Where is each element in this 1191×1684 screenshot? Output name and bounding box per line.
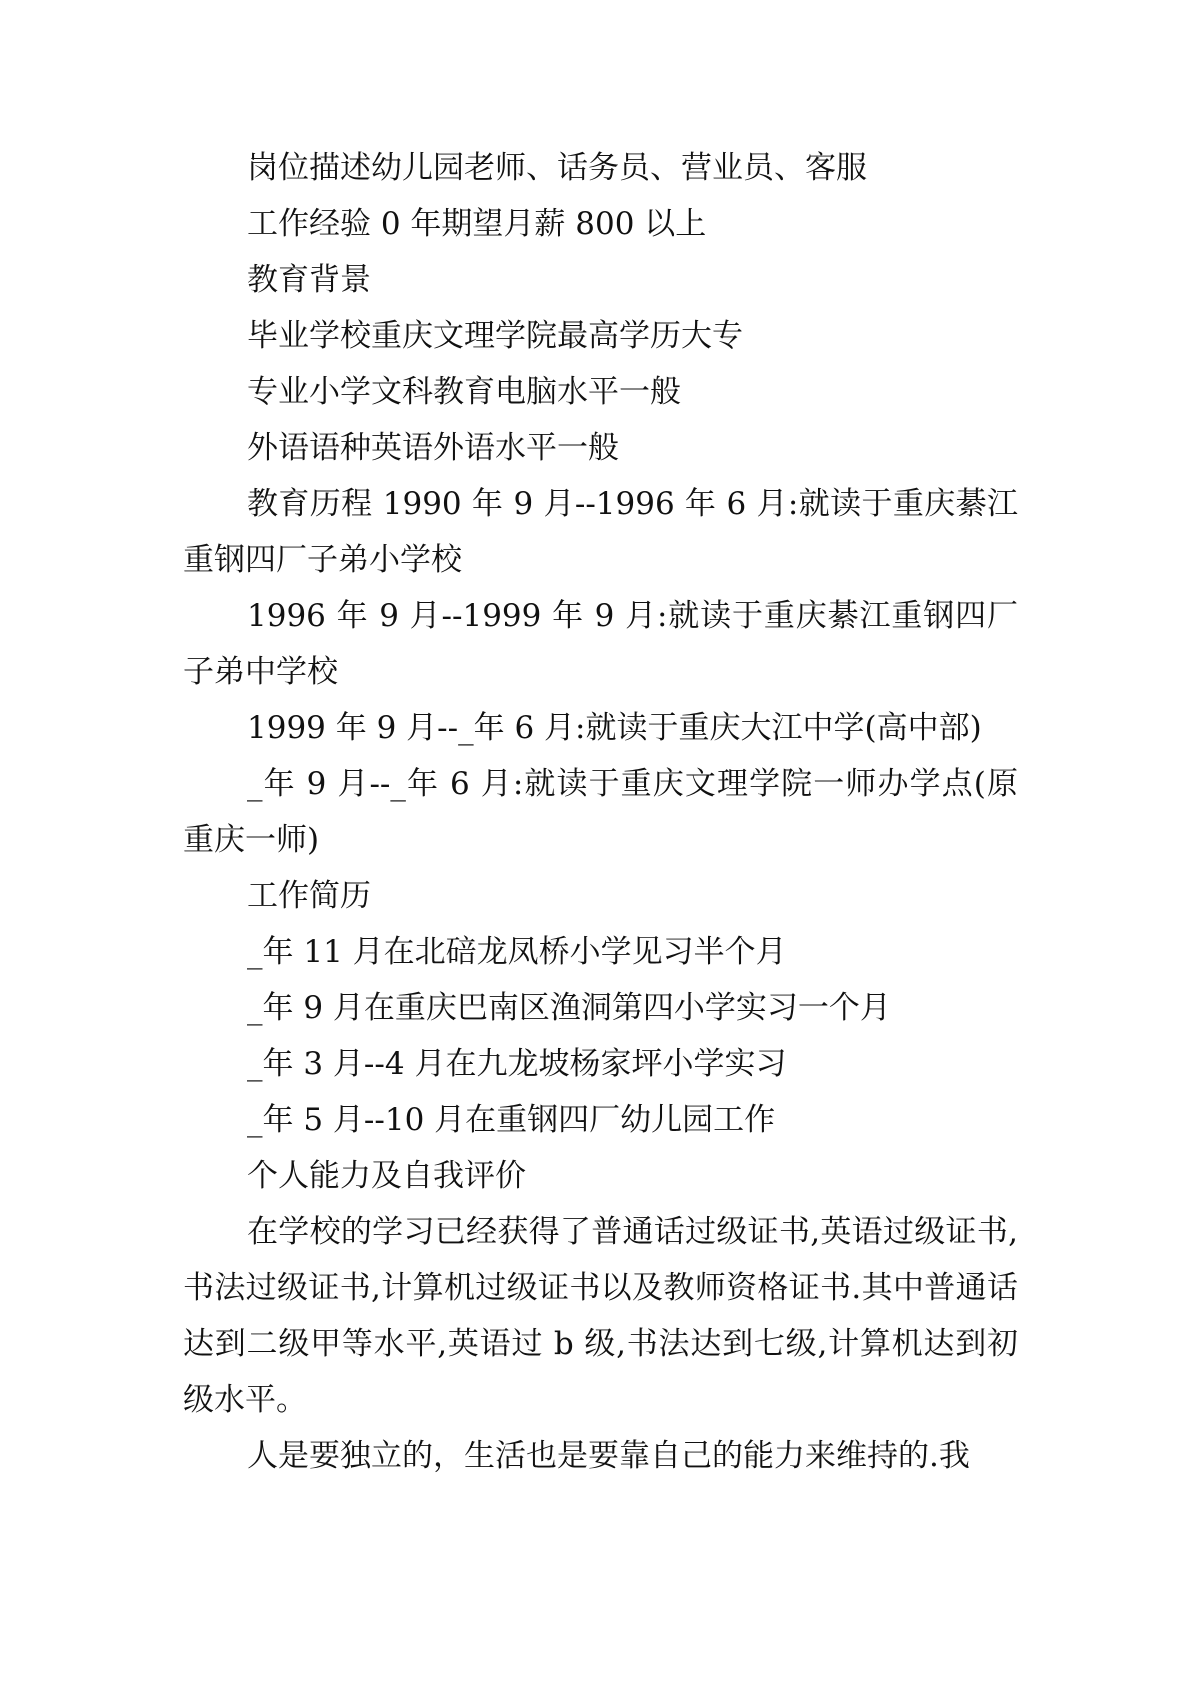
job-description-line: 岗位描述幼儿园老师、话务员、营业员、客服 (247, 150, 867, 186)
education-heading: 教育背景 (247, 262, 371, 298)
self-evaluation-heading: 个人能力及自我评价 (247, 1158, 526, 1194)
education-history-high: 1999 年 9 月--_年 6 月:就读于重庆大江中学(高中部) (247, 710, 982, 746)
work-history-item: _年 11 月在北碚龙凤桥小学见习半个月 (247, 934, 787, 970)
work-history-item: _年 3 月--4 月在九龙坡杨家坪小学实习 (247, 1046, 787, 1082)
major-computer-level-line: 专业小学文科教育电脑水平一般 (247, 374, 681, 410)
education-history-college: _年 9 月--_年 6 月:就读于重庆文理学院一师办学点(原重庆一师) (183, 766, 1018, 858)
work-history-item: _年 9 月在重庆巴南区渔洞第四小学实习一个月 (247, 990, 891, 1026)
independence-paragraph: 人是要独立的，生活也是要靠自己的能力来维持的.我 (247, 1438, 970, 1474)
education-history-primary: 教育历程 1990 年 9 月--1996 年 6 月:就读于重庆綦江重钢四厂子弟小学校 (183, 486, 1018, 578)
work-experience-salary-line: 工作经验 0 年期望月薪 800 以上 (247, 206, 707, 242)
certificates-paragraph: 在学校的学习已经获得了普通话过级证书,英语过级证书,书法过级证书,计算机过级证书以及教师资格证书.其中普通话达到二级甲等水平,英语过 b 级,书法达到七级,计算机达到初级水平。 (183, 1214, 1018, 1418)
work-history-heading: 工作简历 (247, 878, 371, 914)
graduation-school-line: 毕业学校重庆文理学院最高学历大专 (247, 318, 743, 354)
education-history-middle: 1996 年 9 月--1999 年 9 月:就读于重庆綦江重钢四厂子弟中学校 (183, 598, 1018, 690)
work-history-item: _年 5 月--10 月在重钢四厂幼儿园工作 (247, 1102, 776, 1138)
document-body (183, 140, 1018, 1484)
foreign-language-line: 外语语种英语外语水平一般 (247, 430, 619, 466)
